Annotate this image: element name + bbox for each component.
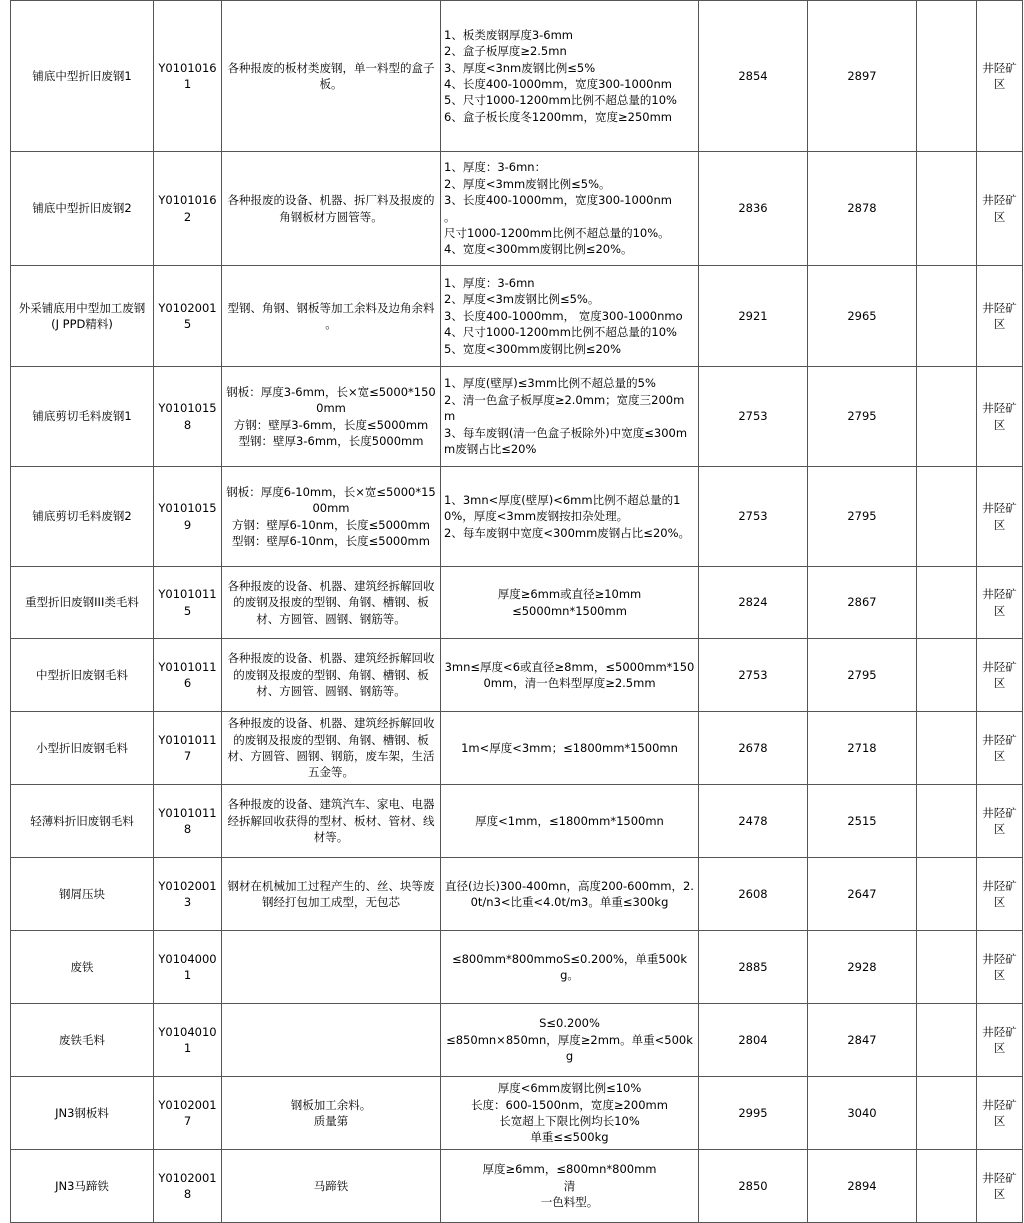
table-body bbox=[11, 1, 1023, 1223]
table-row bbox=[11, 1004, 1023, 1077]
item-spec-cell: 1、板类废钢厚度3-6mm 2、盒子板厚度≥2.5mn 3、厚度<3nm废钢比例≤5% 4、长度400-1000mm，宽度300-1000nm 5、尺寸1000-1200mm比例不超总量的10% 6、盒子板长度冬1200mm，宽度≥250mm bbox=[441, 1, 699, 152]
table-row bbox=[11, 931, 1023, 1004]
price-cell: 2753 bbox=[699, 467, 808, 567]
area-cell: 井陉矿区 bbox=[977, 639, 1023, 712]
item-code-cell: Y01010159 bbox=[154, 467, 222, 567]
area-cell: 井陉矿区 bbox=[977, 785, 1023, 858]
price-cell: 3040 bbox=[808, 1077, 917, 1150]
table-row bbox=[11, 1, 1023, 152]
item-spec-cell: 厚度≥6mm或直径≥10mm ≤5000mn*1500mm bbox=[441, 567, 699, 639]
table-row bbox=[11, 367, 1023, 467]
note-cell bbox=[917, 1077, 977, 1150]
table-row bbox=[11, 1077, 1023, 1150]
item-description-cell: 各种报废的设备、机器、建筑经拆解回收的废钢及报废的型钢、角钢、槽钢、板材、方圆管、圆钢、钢筋等。 bbox=[222, 639, 441, 712]
note-cell bbox=[917, 1004, 977, 1077]
item-description-cell: 钢板：厚度3-6mm，长×宽≤5000*1500mm 方钢：壁厚3-6mm，长度≤5000mm 型钢：壁厚3-6mm，长度5000mm bbox=[222, 367, 441, 467]
price-cell: 2965 bbox=[808, 266, 917, 367]
item-spec-cell: S≤0.200% ≤850mn×850mn，厚度≥2mm。单重<500kg bbox=[441, 1004, 699, 1077]
item-name-cell: 铺底中型折旧废钢1 bbox=[11, 1, 154, 152]
table-row bbox=[11, 712, 1023, 785]
price-cell: 2824 bbox=[699, 567, 808, 639]
item-spec-cell: 厚度≥6mm，≤800mn*800mm 清 一色料型。 bbox=[441, 1150, 699, 1223]
note-cell bbox=[917, 858, 977, 931]
item-description-cell: 各种报废的设备、建筑汽车、家电、电器经拆解回收获得的型材、板材、管材、线材等。 bbox=[222, 785, 441, 858]
item-description-cell: 各种报废的设备、机器、建筑经拆解回收的废钢及报废的型钢、角钢、槽钢、板材、方圆管、圆钢、钢筋，废车架，生活五金等。 bbox=[222, 712, 441, 785]
price-cell: 2854 bbox=[699, 1, 808, 152]
item-code-cell: Y01010162 bbox=[154, 152, 222, 266]
scrap-steel-price-table bbox=[10, 0, 1023, 1223]
price-cell: 2836 bbox=[699, 152, 808, 266]
area-cell: 井陉矿区 bbox=[977, 467, 1023, 567]
table-row bbox=[11, 785, 1023, 858]
table-row bbox=[11, 567, 1023, 639]
area-cell: 井陉矿区 bbox=[977, 266, 1023, 367]
item-description-cell bbox=[222, 931, 441, 1004]
area-cell: 井陉矿区 bbox=[977, 1, 1023, 152]
item-description-cell bbox=[222, 1004, 441, 1077]
area-cell: 井陉矿区 bbox=[977, 1150, 1023, 1223]
price-cell: 2678 bbox=[699, 712, 808, 785]
price-cell: 2897 bbox=[808, 1, 917, 152]
area-cell: 井陉矿区 bbox=[977, 712, 1023, 785]
price-cell: 2515 bbox=[808, 785, 917, 858]
item-name-cell: 废铁 bbox=[11, 931, 154, 1004]
price-cell: 2894 bbox=[808, 1150, 917, 1223]
table-row bbox=[11, 152, 1023, 266]
area-cell: 井陉矿区 bbox=[977, 1077, 1023, 1150]
price-cell: 2850 bbox=[699, 1150, 808, 1223]
item-code-cell: Y01010118 bbox=[154, 785, 222, 858]
item-description-cell: 钢板：厚度6-10mm，长×宽≤5000*1500mm 方钢：壁厚6-10nm，长度≤5000mm 型钢：壁厚6-10nm，长度≤5000mm bbox=[222, 467, 441, 567]
item-description-cell: 马蹄铁 bbox=[222, 1150, 441, 1223]
item-spec-cell: 1、厚度(壁厚)≤3mm比例不超总量的5% 2、清一色盒子板厚度≥2.0mm；宽度三200mm 3、每车废钢(清一色盒子板除外)中宽度≤300mm废钢占比≤20% bbox=[441, 367, 699, 467]
item-code-cell: Y01020015 bbox=[154, 266, 222, 367]
table-row bbox=[11, 266, 1023, 367]
item-name-cell: 铺底中型折旧废钢2 bbox=[11, 152, 154, 266]
item-code-cell: Y01010116 bbox=[154, 639, 222, 712]
price-cell: 2795 bbox=[808, 639, 917, 712]
item-code-cell: Y01040001 bbox=[154, 931, 222, 1004]
table-row bbox=[11, 1150, 1023, 1223]
price-cell: 2885 bbox=[699, 931, 808, 1004]
table-row bbox=[11, 467, 1023, 567]
table-row bbox=[11, 858, 1023, 931]
item-code-cell: Y01010117 bbox=[154, 712, 222, 785]
item-spec-cell: 直径(边长)300-400mn，高度200-600mm，2.0t/n3<比重<4.0t/m3。单重≤300kg bbox=[441, 858, 699, 931]
table-row bbox=[11, 639, 1023, 712]
area-cell: 井陉矿区 bbox=[977, 1004, 1023, 1077]
note-cell bbox=[917, 931, 977, 1004]
area-cell: 井陉矿区 bbox=[977, 367, 1023, 467]
note-cell bbox=[917, 152, 977, 266]
area-cell: 井陉矿区 bbox=[977, 567, 1023, 639]
price-cell: 2753 bbox=[699, 367, 808, 467]
price-cell: 2878 bbox=[808, 152, 917, 266]
note-cell bbox=[917, 266, 977, 367]
item-description-cell: 各种报废的设备、机器、拆厂料及报废的角钢板材方圆管等。 bbox=[222, 152, 441, 266]
note-cell bbox=[917, 785, 977, 858]
item-code-cell: Y01010158 bbox=[154, 367, 222, 467]
item-description-cell: 型钢、角钢、钢板等加工余料及边角余料 。 bbox=[222, 266, 441, 367]
note-cell bbox=[917, 639, 977, 712]
item-description-cell: 各种报废的设备、机器、建筑经拆解回收的废钢及报废的型钢、角钢、槽钢、板材、方圆管、圆钢、钢筋等。 bbox=[222, 567, 441, 639]
note-cell bbox=[917, 712, 977, 785]
price-cell: 2847 bbox=[808, 1004, 917, 1077]
item-spec-cell: 厚度<1mm，≤1800mm*1500mn bbox=[441, 785, 699, 858]
price-cell: 2608 bbox=[699, 858, 808, 931]
item-name-cell: 重型折旧废钢III类毛料 bbox=[11, 567, 154, 639]
item-spec-cell: 1、厚度：3-6mn 2、厚度<3m废钢比例≤5%。 3、长度400-1000mm， 宽度300-1000nmo 4、尺寸1000-1200mm比例不超总量的10% 5、宽度<300mm废钢比例≤20% bbox=[441, 266, 699, 367]
note-cell bbox=[917, 1150, 977, 1223]
price-cell: 2804 bbox=[699, 1004, 808, 1077]
price-cell: 2928 bbox=[808, 931, 917, 1004]
item-name-cell: JN3钢板料 bbox=[11, 1077, 154, 1150]
price-cell: 2995 bbox=[699, 1077, 808, 1150]
price-cell: 2795 bbox=[808, 367, 917, 467]
item-name-cell: 铺底剪切毛料废钢2 bbox=[11, 467, 154, 567]
item-spec-cell: 厚度<6mm废钢比例≤10% 长度：600-1500nm，宽度≥200mm 长宽超上下限比例均长10% 单重≤≤500kg bbox=[441, 1077, 699, 1150]
item-name-cell: 小型折旧废钢毛料 bbox=[11, 712, 154, 785]
price-cell: 2867 bbox=[808, 567, 917, 639]
price-cell: 2753 bbox=[699, 639, 808, 712]
item-name-cell: 废铁毛料 bbox=[11, 1004, 154, 1077]
price-cell: 2921 bbox=[699, 266, 808, 367]
item-spec-cell: 1、厚度：3-6mn： 2、厚度<3mm废钢比例≤5%。 3、长度400-1000mm，宽度300-1000nm 。 尺寸1000-1200mm比例不超总量的10%。 4、宽度<300mm废钢比例≤20%。 bbox=[441, 152, 699, 266]
price-cell: 2795 bbox=[808, 467, 917, 567]
item-code-cell: Y01010161 bbox=[154, 1, 222, 152]
item-name-cell: 铺底剪切毛料废钢1 bbox=[11, 367, 154, 467]
note-cell bbox=[917, 367, 977, 467]
area-cell: 井陉矿区 bbox=[977, 931, 1023, 1004]
item-code-cell: Y01020013 bbox=[154, 858, 222, 931]
area-cell: 井陉矿区 bbox=[977, 858, 1023, 931]
item-code-cell: Y01020017 bbox=[154, 1077, 222, 1150]
item-code-cell: Y01010115 bbox=[154, 567, 222, 639]
note-cell bbox=[917, 567, 977, 639]
item-spec-cell: 1、3mn<厚度(壁厚)<6mm比例不超总量的10%，厚度<3mm废钢按扣杂处理。 2、每车废钢中宽度<300mm废钢占比≤20%。 bbox=[441, 467, 699, 567]
item-description-cell: 各种报废的板材类废钢，单一料型的盒子板。 bbox=[222, 1, 441, 152]
item-code-cell: Y01020018 bbox=[154, 1150, 222, 1223]
price-cell: 2718 bbox=[808, 712, 917, 785]
note-cell bbox=[917, 467, 977, 567]
price-cell: 2647 bbox=[808, 858, 917, 931]
area-cell: 井陉矿区 bbox=[977, 152, 1023, 266]
price-cell: 2478 bbox=[699, 785, 808, 858]
item-name-cell: 钢屑压块 bbox=[11, 858, 154, 931]
note-cell bbox=[917, 1, 977, 152]
item-name-cell: 外采铺底用中型加工废钢 (J PPD精料) bbox=[11, 266, 154, 367]
item-spec-cell: ≤800mm*800mmoS≤0.200%，单重500kg。 bbox=[441, 931, 699, 1004]
item-spec-cell: 1m<厚度<3mm；≤1800mm*1500mn bbox=[441, 712, 699, 785]
item-name-cell: 中型折旧废钢毛料 bbox=[11, 639, 154, 712]
item-code-cell: Y01040101 bbox=[154, 1004, 222, 1077]
item-name-cell: JN3马蹄铁 bbox=[11, 1150, 154, 1223]
item-spec-cell: 3mn≤厚度<6或直径≥8mm，≤5000mm*1500mm，清一色料型厚度≥2.5mm bbox=[441, 639, 699, 712]
item-description-cell: 钢材在机械加工过程产生的、丝、块等废钢经打包加工成型，无包芯 bbox=[222, 858, 441, 931]
item-name-cell: 轻薄料折旧废钢毛料 bbox=[11, 785, 154, 858]
item-description-cell: 钢板加工余料。 质量第 bbox=[222, 1077, 441, 1150]
